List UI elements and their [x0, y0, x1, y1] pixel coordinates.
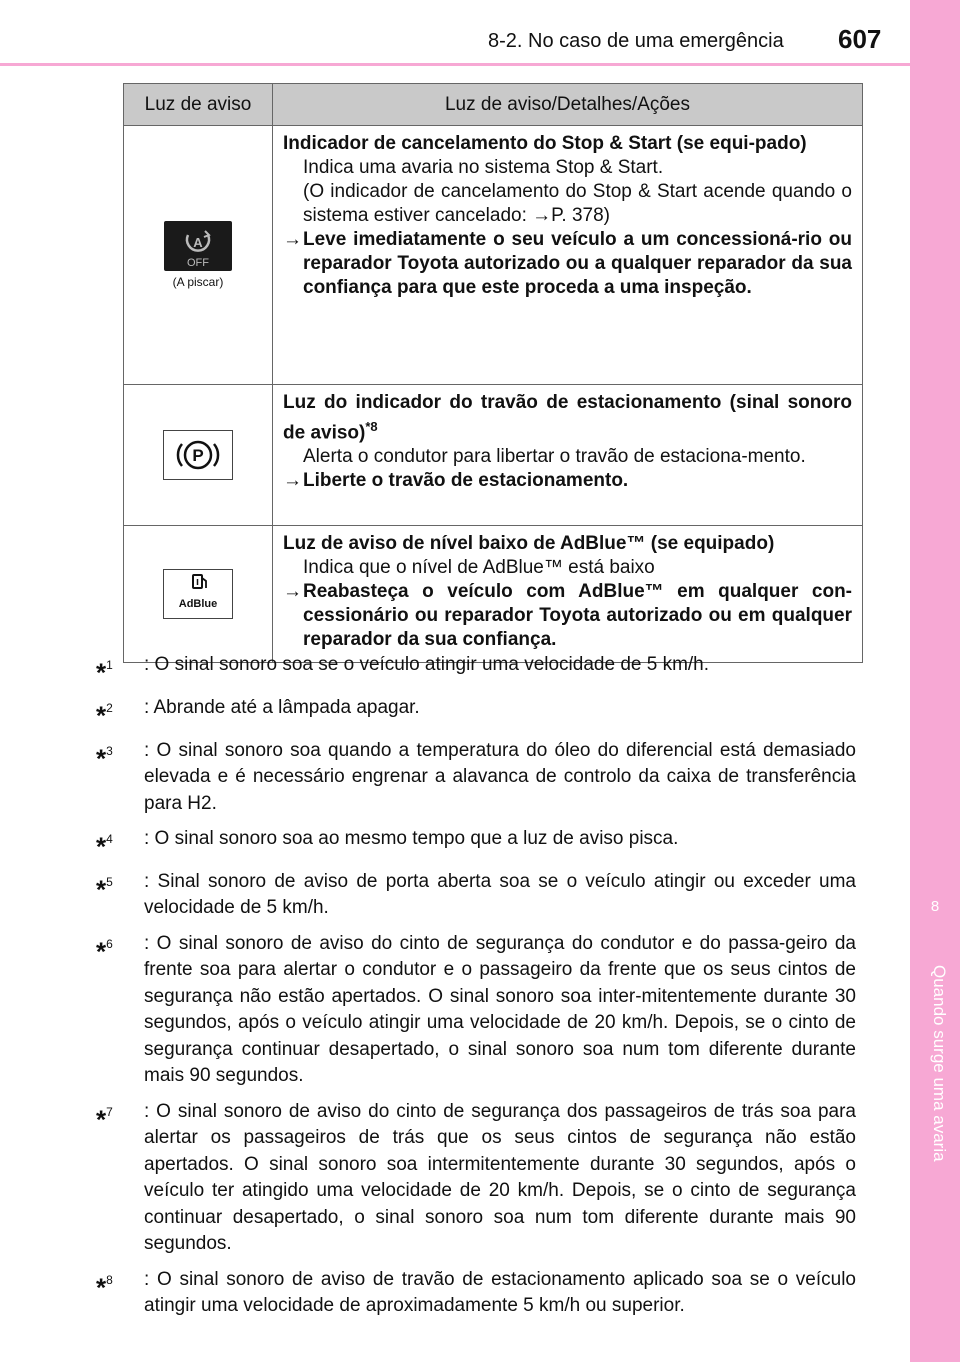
action-text: Leve imediatamente o seu veículo a um concessioná-rio ou reparador Toyota autorizado ou a qualquer reparador da sua confiança para que este proceda a uma inspeção. [303, 229, 852, 298]
svg-text:A: A [193, 235, 203, 250]
footnote-ref: *8 [365, 419, 378, 434]
description-cell [273, 126, 863, 385]
warning-lights-table [123, 83, 863, 663]
table-header-row [124, 84, 863, 126]
asterisk-icon: * [96, 831, 107, 862]
warning-title: Luz de aviso de nível baixo de AdBlue™ (se equipado) [283, 533, 775, 554]
icon-adblue-label: AdBlue [178, 598, 218, 610]
footnote-text: : O sinal sonoro de aviso do cinto de segurança do condutor e do passa-geiro da frente soa para alertar o condutor e o passageiro da frente que os seus cintos de segurança não estão apertados. O sinal sonoro soa inter-mitentemente durante 30 segundos, após o veículo atingir uma velocidade de 20 km/h. Depois, se o cinto de segurança continuar desapertado, o sinal sonoro soa num tom diferente durante mais 90 segundos. [144, 932, 856, 1087]
icon-off-label: OFF [187, 257, 209, 269]
parking-brake-icon [163, 430, 233, 480]
asterisk-icon: * [96, 657, 107, 688]
action-text: Liberte o travão de estacionamento. [303, 470, 629, 492]
footnote-number: 6 [106, 936, 113, 951]
icon-cell [124, 526, 273, 663]
table-row [124, 385, 863, 526]
column-header-light: Luz de aviso [124, 84, 273, 126]
asterisk-icon: * [96, 874, 107, 905]
footnote [96, 738, 856, 818]
warning-title-text: Luz do indicador do travão de estacionamento (sinal sonoro de aviso) [283, 392, 852, 444]
footnote-text: : Sinal sonoro de aviso de porta aberta soa se o veículo atingir ou exceder uma velocidade de 5 km/h. [144, 870, 856, 919]
description-cell [273, 385, 863, 526]
warning-action [283, 469, 852, 493]
footnote-text: : O sinal sonoro de aviso do cinto de segurança dos passageiros de trás soa para alertar os passageiros de trás que os seus cintos de segurança não estão apertados. O sinal sonoro soa intermitentemente durante 30 segundos, após o veículo ter atingido uma velocidade de 20 km/h. Depois, se o cinto de segurança continuar desapertado, o sinal sonoro soa num tom diferente durante mais 90 segundos. [144, 1100, 856, 1255]
footnotes [96, 652, 856, 1329]
asterisk-icon: * [96, 1272, 107, 1303]
footnote [96, 652, 856, 686]
arrow-icon: → [283, 470, 302, 492]
footnote-text: : O sinal sonoro soa ao mesmo tempo que a luz de aviso pisca. [144, 828, 679, 850]
section-title: 8-2. No caso de uma emergência [488, 30, 784, 52]
warning-detail: Indica uma avaria no sistema Stop & Start. [303, 157, 664, 178]
warning-detail: Indica que o nível de AdBlue™ está baixo [303, 557, 655, 578]
footnote [96, 1099, 856, 1258]
table-row [124, 526, 863, 663]
footnote-text: : O sinal sonoro de aviso de travão de estacionamento aplicado soa se o veículo atingir uma velocidade de aproximadamente 5 km/h ou superior. [144, 1268, 856, 1317]
chapter-title: Quando surge uma avaria [930, 965, 949, 1162]
footnote-text: : O sinal sonoro soa quando a temperatura do óleo do diferencial está demasiado elevada e é necessário engrenar a alavanca de controlo da caixa de transferência para H2. [144, 739, 856, 814]
icon-cell [124, 385, 273, 526]
adblue-icon [163, 569, 233, 619]
footnote [96, 1267, 856, 1320]
action-text: Reabasteça o veículo com AdBlue™ em qualquer con-cessionário ou reparador Toyota autorizado ou em qualquer reparador da sua confiança. [303, 581, 852, 650]
arrow-icon: → [283, 229, 302, 250]
footnote [96, 695, 856, 729]
footnote-number: 2 [106, 700, 113, 715]
footnote-number: 1 [106, 658, 113, 672]
warning-title [283, 391, 852, 445]
warning-detail: (O indicador de cancelamento do Stop & Start acende quando o sistema estiver cancelado: →P. 378) [303, 181, 852, 226]
icon-caption: (A piscar) [172, 275, 224, 289]
footnote [96, 869, 856, 922]
chapter-number: 8 [930, 898, 940, 915]
footnote-number: 7 [106, 1104, 113, 1119]
warning-action [283, 580, 852, 652]
column-header-details: Luz de aviso/Detalhes/Ações [273, 84, 863, 126]
header-divider [0, 63, 910, 66]
icon-cell [124, 126, 273, 385]
warning-action [283, 228, 852, 300]
warning-title: Indicador de cancelamento do Stop & Start (se equi-pado) [283, 133, 807, 154]
footnote-text: : O sinal sonoro soa se o veículo atingir uma velocidade de 5 km/h. [144, 654, 710, 675]
description-cell [273, 526, 863, 663]
footnote-number: 4 [106, 832, 113, 847]
asterisk-icon: * [96, 936, 107, 967]
icon-p-label: P [192, 446, 204, 465]
asterisk-icon: * [96, 742, 107, 773]
footnote-number: 5 [106, 874, 113, 889]
arrow-icon: → [283, 581, 302, 602]
footnote [96, 826, 856, 860]
footnote-text: : Abrande até a lâmpada apagar. [144, 696, 420, 718]
footnote-number: 8 [106, 1272, 113, 1287]
page-number: 607 [838, 24, 882, 54]
footnote-number: 3 [106, 743, 113, 758]
table-row [124, 126, 863, 385]
warning-detail: Alerta o condutor para libertar o travão de estaciona-mento. [303, 446, 806, 468]
stop-start-off-icon [164, 221, 232, 271]
asterisk-icon: * [96, 1104, 107, 1135]
footnote [96, 931, 856, 1090]
asterisk-icon: * [96, 700, 107, 731]
